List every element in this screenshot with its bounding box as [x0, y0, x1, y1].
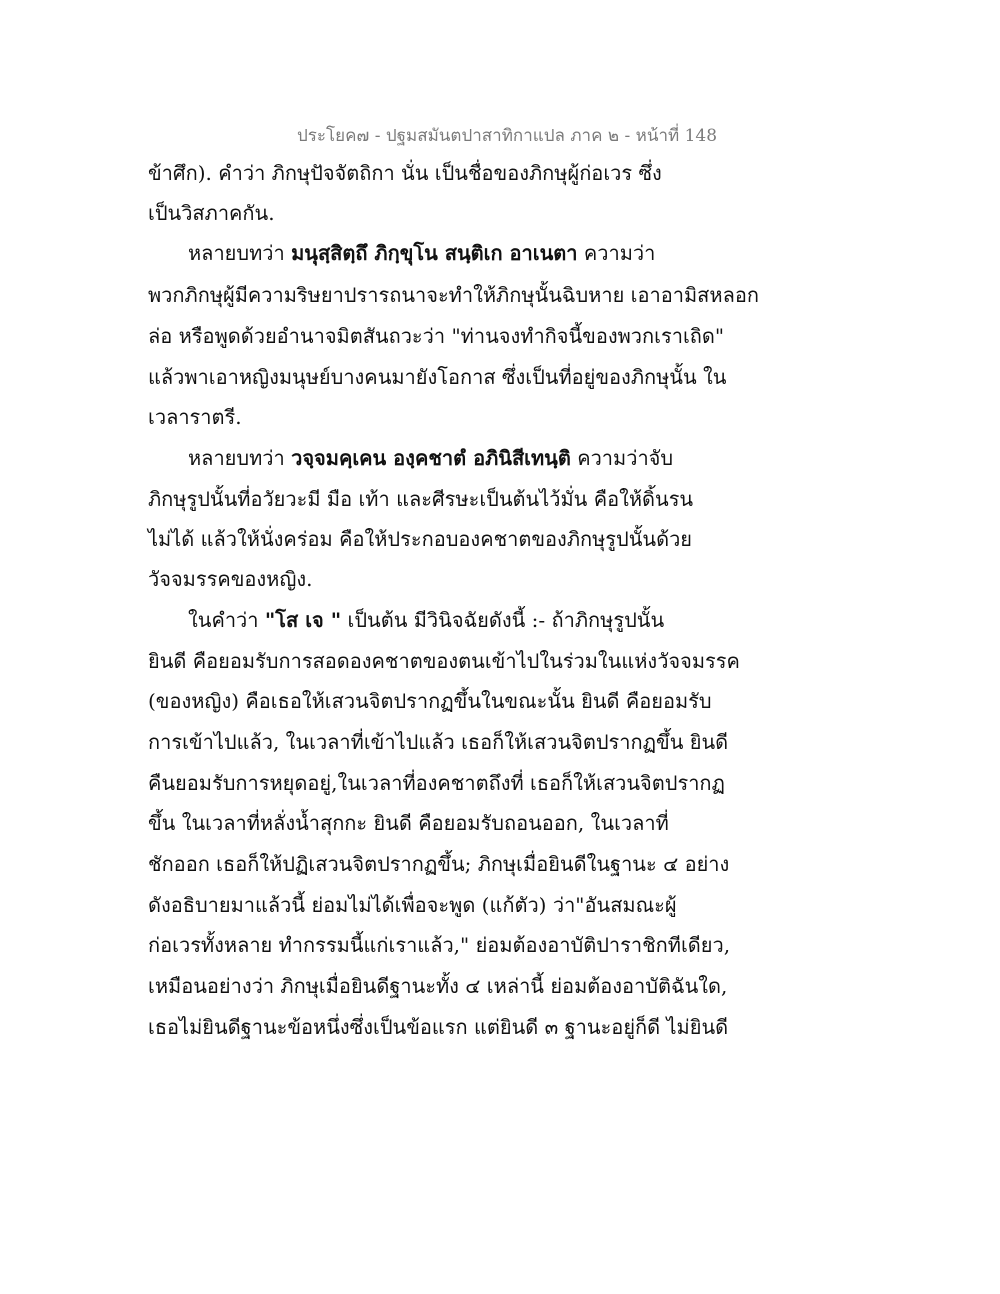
- quoted-term: "โส เจ ": [264, 608, 342, 632]
- text-line: แล้วพาเอาหญิงมนุษย์บางคนมายังโอกาส ซึ่งเป็นที่อยู่ของภิกษุนั้น ใน: [148, 365, 727, 389]
- paragraph-line: [188, 607, 664, 633]
- text-line: ล่อ หรือพูดด้วยอำนาจมิตสันถวะว่า "ท่านจงทำกิจนี้ของพวกเราเถิด": [148, 324, 725, 348]
- text-line: วัจจมรรคของหญิง.: [148, 567, 313, 591]
- paragraph-line: [188, 240, 655, 266]
- text-line: การเข้าไปแล้ว, ในเวลาที่เข้าไปแล้ว เธอก็ให้เสวนจิตปรากฏขึ้น ยินดี: [148, 730, 729, 754]
- text-span: หลายบทว่า: [188, 241, 292, 265]
- text-line: ขึ้น ในเวลาที่หลั่งน้ำสุกกะ ยินดี คือยอมรับถอนออก, ในเวลาที่: [148, 811, 669, 835]
- text-line: ภิกษุรูปนั้นที่อวัยวะมี มือ เท้า และศีรษะเป็นต้นไว้มั่น คือให้ดิ้นรน: [148, 487, 694, 511]
- text-line: ข้าศึก). คำว่า ภิกษุปัจจัตถิกา นั่น เป็นชื่อของภิกษุผู้ก่อเวร ซึ่ง: [148, 161, 662, 185]
- text-line: ยินดี คือยอมรับการสอดองคชาตของตนเข้าไปในร่วมในแห่งวัจจมรรค: [148, 649, 740, 673]
- pali-term: มนุสฺสิตฺถึ ภิกฺขุโน สนฺติเก อาเนตา: [291, 241, 578, 265]
- text-line: คืนยอมรับการหยุดอยู่,ในเวลาที่องคชาตถึงที่ เธอก็ให้เสวนจิตปรากฏ: [148, 771, 725, 795]
- running-header: ประโยค๗ - ปฐมสมันตปาสาทิกาแปล ภาค ๒ - หน้าที่ 148: [297, 126, 718, 146]
- text-span: ความว่า: [577, 241, 656, 265]
- text-span: ในคำว่า: [188, 608, 265, 632]
- paragraph-line: [188, 445, 673, 471]
- text-line: ก่อเวรทั้งหลาย ทำกรรมนี้แก่เราแล้ว," ย่อมต้องอาบัติปาราชิกทีเดียว,: [148, 933, 731, 957]
- text-span: เป็นต้น มีวินิจฉัยดังนี้ :- ถ้าภิกษุรูปนั้น: [341, 608, 665, 632]
- text-span: ความว่าจับ: [570, 446, 674, 470]
- text-span: หลายบทว่า: [188, 446, 292, 470]
- text-line: ดังอธิบายมาแล้วนี้ ย่อมไม่ได้เพื่อจะพูด (แก้ตัว) ว่า"อันสมณะผู้: [148, 893, 677, 917]
- text-line: เหมือนอย่างว่า ภิกษุเมื่อยินดีฐานะทั้ง ๔ เหล่านี้ ย่อมต้องอาบัติฉันใด,: [148, 974, 728, 998]
- text-line: เวลาราตรี.: [148, 405, 242, 429]
- text-line: พวกภิกษุผู้มีความริษยาปรารถนาจะทำให้ภิกษุนั้นฉิบหาย เอาอามิสหลอก: [148, 283, 759, 307]
- text-line: ชักออก เธอก็ให้ปฏิเสวนจิตปรากฏขึ้น; ภิกษุเมื่อยินดีในฐานะ ๔ อย่าง: [148, 852, 730, 876]
- text-line: (ของหญิง) คือเธอให้เสวนจิตปรากฏขึ้นในขณะนั้น ยินดี คือยอมรับ: [148, 689, 712, 713]
- text-line: ไม่ได้ แล้วให้นั่งคร่อม คือให้ประกอบองคชาตของภิกษุรูปนั้นด้วย: [148, 527, 693, 551]
- text-line: เธอไม่ยินดีฐานะข้อหนึ่งซึ่งเป็นข้อแรก แต่ยินดี ๓ ฐานะอยู่ก็ดี ไม่ยินดี: [148, 1015, 729, 1039]
- pali-term: วจฺจมคฺเคน องฺคชาตํ อภินิสีเทนฺติ: [291, 446, 571, 470]
- text-line: เป็นวิสภาคกัน.: [148, 201, 275, 225]
